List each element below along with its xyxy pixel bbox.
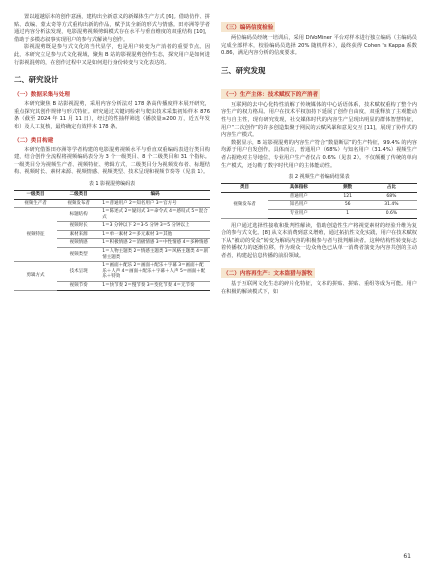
table-cell: 56 bbox=[330, 201, 366, 210]
table-header: 频数 bbox=[330, 184, 366, 193]
table-header: 二级类目 bbox=[57, 190, 100, 199]
table-cell: 视频情感 bbox=[57, 239, 100, 248]
subsection-reliability-title: （三）编码信度检验 bbox=[221, 22, 275, 32]
intro-paragraph-1: 置以超越原本的创作意涵，建构出全新意义的新媒体生产方式 [6]。借助仿作、拼贴、改编、蒙太奇等方式重构出新的作品，赋予其全新的形式与情感。田亦洲等学者通过内容分析法发现，电影混剪视频剪辑模式存在水平与垂直维度的双重结构 [10]，借助于多模态叙事实现用户的参与式解读与创作。 bbox=[14, 14, 210, 43]
table-header: 具体指标 bbox=[268, 184, 329, 193]
table-cell: 标题结构 bbox=[57, 208, 100, 222]
table-cell: 1＝单一素材 2＝多元素材 3＝其他 bbox=[100, 230, 210, 239]
table-cell: 视频类型 bbox=[57, 248, 100, 262]
table-row bbox=[14, 262, 210, 282]
page-number: 61 bbox=[403, 553, 411, 560]
left-column bbox=[14, 14, 210, 291]
section-2-title: 二、研究设计 bbox=[14, 75, 59, 85]
table-header: 类目 bbox=[221, 184, 268, 193]
intro-paragraph-2: 影视混剪既是参与式文化的当代显学，也是用户转变为产消者的重要节点。因此，本研究立足参与式文化视域，聚焦 B 站的影视混剪创作生态，探究用户是如何进行影视混剪的，在创作过程中又是如何进行身份转变与文化表达的。 bbox=[14, 44, 210, 66]
table-2-caption: 表 2 视频生产者编码结果表 bbox=[288, 174, 350, 181]
table-cell: 1＝画面＋配乐 2＝画面＋配乐＋字幕 3＝画面＋配乐＋人声 4＝画面＋配乐＋字幕＋人声 5＝画面＋配乐＋特效 bbox=[100, 262, 210, 282]
table-cell: 素材来源 bbox=[57, 230, 100, 239]
reliability-paragraph: 两位编码员经统一培训后，采用 DiVoMiner 平台对样本进行独立编码（主编码员完成全部样本，校验编码员选择 20% 随机样本），最终获得 Cohen 's Kappa 系数 0.86，满足内容分析的信度要求。 bbox=[221, 35, 417, 57]
table-cell: 视频时长 bbox=[57, 222, 100, 231]
table-cell: 1 bbox=[330, 209, 366, 218]
subsection-producer-title: （一）生产主体：技术赋权下的产消者 bbox=[221, 89, 320, 99]
table-cell: 1＝陈述式 2＝疑问式 3＝命令式 4＝感叹式 5＝混合式 bbox=[100, 208, 210, 222]
table-1-caption: 表 1 影视混剪编码表 bbox=[88, 180, 136, 187]
producer-table bbox=[221, 183, 417, 218]
table-cell: 视频发布者 bbox=[57, 199, 100, 208]
table-cell: 1＝快节奏 2＝慢节奏 3＝变化节奏 4＝无节奏 bbox=[100, 282, 210, 291]
table-row bbox=[14, 208, 210, 222]
table-cell: 121 bbox=[330, 192, 366, 201]
category-paragraph: 本研究借鉴田亦洲等学者构建的电影混剪视频水平与垂直双重编码表进行类目构建，结合创作全流程将视频编码表分为 3 个一级类目、8 个二级类目和 31 个指标。一级类目分为视频生产者、视频特征、剪辑方式，二级类目分为视频发布者、标题结构、视频时长、素材来源、视频情感、视频类型、技术呈现和视频节奏等（见表 1）。 bbox=[14, 146, 210, 176]
subsection-category-title: （二）类目构建 bbox=[14, 137, 54, 144]
producer-paragraph-1: 互联网的去中心化特性消解了传统媒体的中心话语体系，技术赋权重构了整个内容生产的权力格局。用户在技术平权加持下延展了创作自由度，双重释放了主观能动性与自主性，现有研究发现，社交媒体时代的内容生产呈现出明显的群体智慧特征，用户“二次创作”的许多创造集聚于网民的云赋风暴和意见交互 [11]，展现了协作式的内容生产模式。 bbox=[221, 101, 417, 139]
section-3-title: 三、研究发现 bbox=[221, 65, 266, 75]
subsection-reproduction-title: （二）内容再生产：文本盗猎与游牧 bbox=[221, 268, 315, 278]
table-cell: 知名用户 bbox=[268, 201, 329, 210]
table-cell: 视频特征 bbox=[14, 208, 57, 262]
data-collection-paragraph: 本研究聚焦 B 站影视混剪，采用内容分析法对 178 条高传播度样本展开研究，重点探究其创作规律与形式特征。研究通过关键词检索与爬虫技术采集初始样本 876 条（截至 2024 年 11 月 11 日），经过的性抽样筛选（播放量≥200 万，近五年发布）及人工复核，最终确定有效样本 178 条。 bbox=[14, 101, 210, 130]
table-cell: 视频发布者 bbox=[221, 192, 268, 218]
reproduction-paragraph: 基于互联网文化生态的碎片化特征，文本的拼贴、拼贴、重组等成为可能。用户在积极的解读模式下，如 bbox=[221, 281, 417, 296]
table-row bbox=[14, 199, 210, 208]
table-cell: 31.4% bbox=[366, 201, 417, 210]
table-header: 一级类目 bbox=[14, 190, 57, 199]
producer-paragraph-3: 用户通过选择性接收和批判性解读，借助创造性生产将视觉素材的经验升维为复合的参与式文化。[8] 从文本消费到意义增殖，通过拓抗性文化实践，用户在技术赋权下从“被动的受众”转变为解码内容的积极参与者与批判解读者。这种结构性转变标志着传播权力的逐渐位移，作为观众一边众角色已从单一消费者演变为内容共创的主动者者，构建起信息传播的前沿领域。 bbox=[221, 222, 417, 259]
table-cell: 1＝普通用户 2＝知名用户 3＝官方号 bbox=[100, 199, 210, 208]
coding-table bbox=[14, 190, 210, 291]
table-cell: 专业用户 bbox=[268, 209, 329, 218]
table-header: 编码 bbox=[100, 190, 210, 199]
subsection-data-collection-title: （一）数据采集与处理 bbox=[14, 92, 70, 99]
table-cell: 1＝3 分钟以下 2＝3-5 分钟 3＝5 分钟以上 bbox=[100, 222, 210, 231]
table-row bbox=[221, 192, 417, 201]
producer-paragraph-2: 数据显示，B 站影视混剪的内容生产符合“数量断层”的生产特征，99.4% 的内容均源于用户自发创作。具体而言，普通用户（68%）与知名用户（31.4%）视频生产者占据绝对主导地位，专业用户生产者仅占 0.6%（见表 2）。不仅颠覆了传统的单向生产模式，还勾勒了数字时代用户的主体能动性。 bbox=[221, 139, 417, 169]
table-header: 占比 bbox=[366, 184, 417, 193]
table-cell: 普通用户 bbox=[268, 192, 329, 201]
table-cell: 68% bbox=[366, 192, 417, 201]
table-cell: 剪辑方式 bbox=[14, 262, 57, 290]
table-cell: 视频节奏 bbox=[57, 282, 100, 291]
table-cell: 0.6% bbox=[366, 209, 417, 218]
table-cell: 1＝积极情感 2＝消极情感 3＝中性情感 4＝多种情感 bbox=[100, 239, 210, 248]
table-cell: 技术呈现 bbox=[57, 262, 100, 282]
table-cell: 1＝人物主题类 2＝情感主题类 3＝风格主题类 4＝剧情主题类 bbox=[100, 248, 210, 262]
right-column bbox=[221, 14, 417, 297]
table-cell: 视频生产者 bbox=[14, 199, 57, 208]
